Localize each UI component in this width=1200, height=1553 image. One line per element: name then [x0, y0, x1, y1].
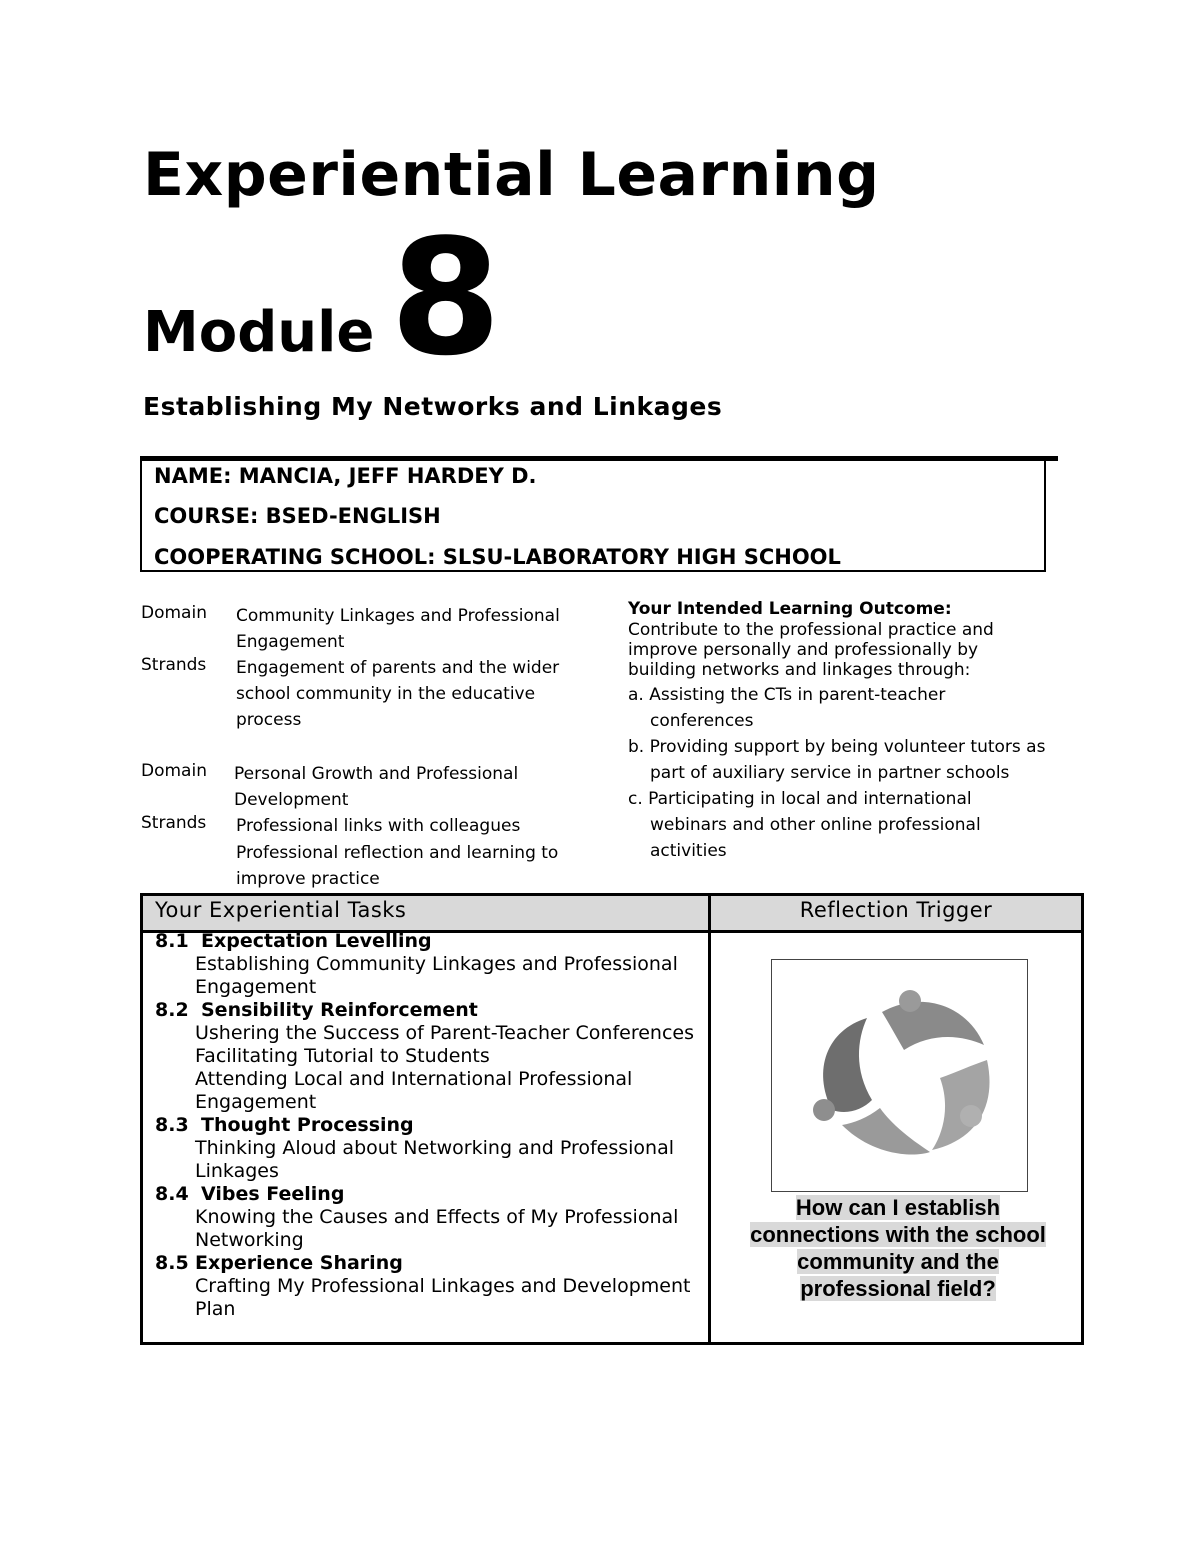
- task-subitem: Crafting My Professional Linkages and Development Plan: [195, 1275, 691, 1320]
- task-subitem: Establishing Community Linkages and Professional Engagement: [195, 953, 678, 998]
- task-subitem: Attending Local and International Professional Engagement: [195, 1068, 633, 1113]
- task-subitem: Ushering the Success of Parent-Teacher Conferences: [195, 1022, 695, 1044]
- strands-value: Professional reflection and learning to improve practice: [236, 843, 559, 889]
- people-circle-icon: [772, 960, 1027, 1191]
- cooperating-school: COOPERATING SCHOOL: SLSU-LABORATORY HIGH SCHOOL: [154, 545, 841, 569]
- module-subtitle: Establishing My Networks and Linkages: [143, 392, 723, 421]
- learning-outcome: [628, 598, 1048, 864]
- student-info-box: [140, 460, 1046, 572]
- tasks-table: [140, 893, 1084, 1345]
- strands-value: Engagement of parents and the wider school community in the educative process: [236, 658, 560, 730]
- learning-outcome-item: b. Providing support by being volunteer tutors as part of auxiliary service in partner schools: [628, 737, 1046, 783]
- column-divider: [708, 896, 711, 1342]
- tasks-column-header: Your Experiential Tasks: [155, 898, 407, 922]
- task-subitem: Facilitating Tutorial to Students: [195, 1045, 490, 1067]
- learning-outcome-item: a. Assisting the CTs in parent-teacher conferences: [628, 685, 946, 731]
- task-heading: 8.4 Vibes Feeling: [155, 1183, 345, 1205]
- task-subitem: Knowing the Causes and Effects of My Professional Networking: [195, 1206, 679, 1251]
- domain-label: Domain: [141, 761, 207, 781]
- domain-label: Domain: [141, 603, 207, 623]
- domain-value: Personal Growth and Professional Development: [234, 764, 519, 810]
- page-title: Experiential Learning: [143, 140, 880, 210]
- task-list: [155, 930, 705, 1321]
- community-network-logo: [771, 959, 1028, 1192]
- learning-outcome-intro: Contribute to the professional practice and improve personally and professionally by building networks and linkages through:: [628, 620, 994, 680]
- task-heading: 8.3 Thought Processing: [155, 1114, 414, 1136]
- domain-value: Community Linkages and Professional Engagement: [236, 606, 560, 652]
- task-heading: 8.2 Sensibility Reinforcement: [155, 999, 478, 1021]
- module-label: Module: [143, 300, 375, 365]
- strands-label: Strands: [141, 813, 207, 833]
- module-number: 8: [390, 204, 502, 391]
- reflection-column-header: Reflection Trigger: [799, 898, 993, 922]
- strands-label: Strands: [141, 655, 207, 675]
- learning-outcome-title: Your Intended Learning Outcome:: [628, 599, 952, 619]
- task-heading: 8.5 Experience Sharing: [155, 1252, 403, 1274]
- task-subitem: Thinking Aloud about Networking and Professional Linkages: [195, 1137, 675, 1182]
- student-name: NAME: MANCIA, JEFF HARDEY D.: [154, 464, 537, 488]
- task-heading: 8.1 Expectation Levelling: [155, 930, 432, 952]
- strands-value: Professional links with colleagues: [236, 816, 521, 836]
- learning-outcome-item: c. Participating in local and international webinars and other online professional activities: [628, 789, 981, 861]
- student-course: COURSE: BSED-ENGLISH: [154, 504, 441, 528]
- reflection-question: How can I establish connections with the school community and the professional field?: [750, 1195, 1046, 1301]
